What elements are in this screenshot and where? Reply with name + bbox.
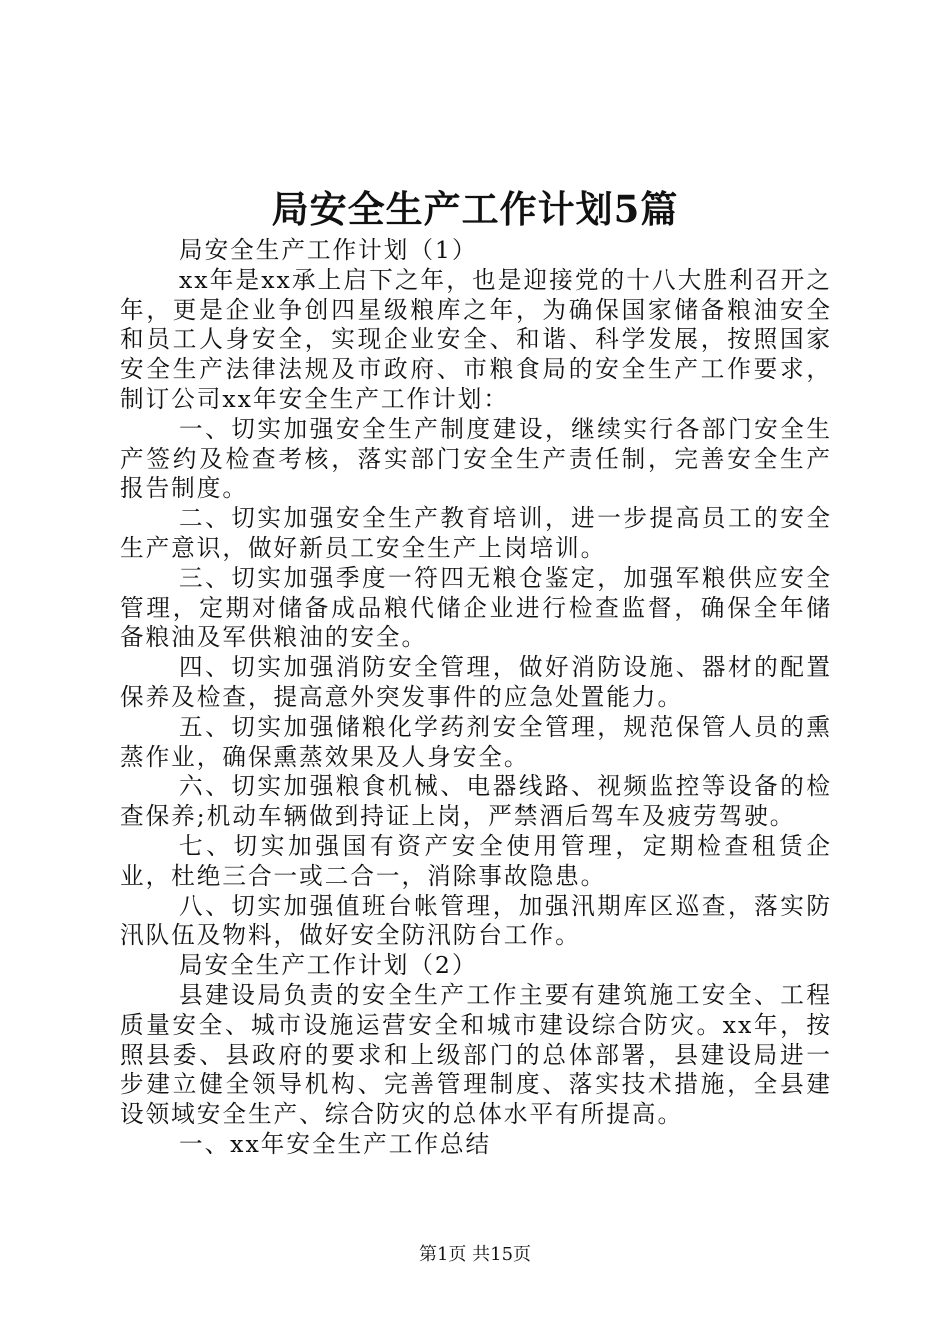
- document-body: [120, 236, 832, 1160]
- paragraph-intro: xx年是xx承上启下之年，也是迎接党的十八大胜利召开之年，更是企业争创四星级粮库之年，为确保国家储备粮油安全和员工人身安全，实现企业安全、和谐、科学发展，按照国家安全生产法律法规及市政府、市粮食局的安全生产工作要求，制订公司xx年安全生产工作计划：: [120, 265, 832, 413]
- paragraph-item-3: 三、切实加强季度一符四无粮仓鉴定，加强军粮供应安全管理，定期对储备成品粮代储企业进行检查监督，确保全年储备粮油及军供粮油的安全。: [120, 563, 832, 652]
- section-heading-plan-1: 局安全生产工作计划（1）: [179, 236, 478, 264]
- paragraph-item-4: 四、切实加强消防安全管理，做好消防设施、器材的配置保养及检查，提高意外突发事件的应急处置能力。: [120, 653, 832, 711]
- page-number-footer: 第1页 共15页: [418, 1244, 532, 1265]
- paragraph-plan-2-intro: 县建设局负责的安全生产工作主要有建筑施工安全、工程质量安全、城市设施运营安全和城市建设综合防灾。xx年，按照县委、县政府的要求和上级部门的总体部署，县建设局进一步建立健全领导机构、完善管理制度、落实技术措施，全县建设领域安全生产、综合防灾的总体水平有所提高。: [120, 980, 832, 1129]
- paragraph-item-8: 八、切实加强值班台帐管理，加强汛期库区巡查，落实防汛队伍及物料，做好安全防汛防台工作。: [120, 891, 832, 950]
- section-heading-plan-2: 局安全生产工作计划（2）: [179, 951, 478, 980]
- paragraph-item-1: 一、切实加强安全生产制度建设，继续实行各部门安全生产签约及检查考核，落实部门安全生产责任制，完善安全生产报告制度。: [120, 414, 832, 503]
- document-title: 局安全生产工作计划5篇: [271, 187, 679, 231]
- paragraph-item-7: 七、切实加强国有资产安全使用管理，定期检查租赁企业，杜绝三合一或二合一，消除事故隐患。: [120, 831, 832, 890]
- paragraph-item-6: 六、切实加强粮食机械、电器线路、视频监控等设备的检查保养;机动车辆做到持证上岗，严禁酒后驾车及疲劳驾驶。: [120, 772, 832, 831]
- paragraph-plan-2-subheading: 一、xx年安全生产工作总结: [179, 1129, 492, 1158]
- paragraph-item-2: 二、切实加强安全生产教育培训，进一步提高员工的安全生产意识，做好新员工安全生产上岗培训。: [120, 504, 832, 562]
- paragraph-item-5: 五、切实加强储粮化学药剂安全管理，规范保管人员的熏蒸作业，确保熏蒸效果及人身安全。: [120, 712, 832, 771]
